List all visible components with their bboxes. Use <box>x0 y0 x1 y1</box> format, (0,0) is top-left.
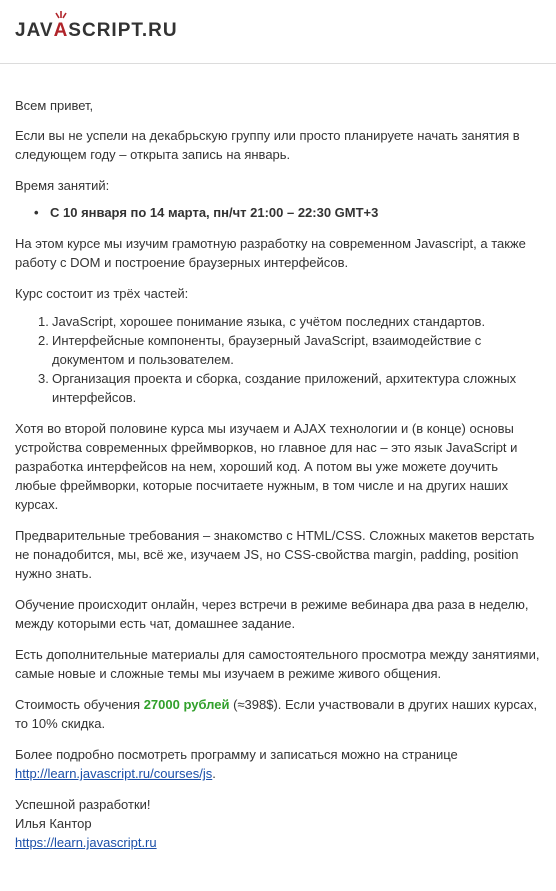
greeting: Всем привет, <box>15 98 94 113</box>
requirements-paragraph: Предварительные требования – знакомство с HTML/CSS. Сложных макетов верстать не понадобится, мы, всё же, изучаем JS, но CSS-свойства margin, padding, position нужно знать. <box>15 528 535 581</box>
logo-text-part3: SCRIPT.RU <box>68 20 178 41</box>
time-heading: Время занятий: <box>15 178 110 193</box>
bullet-icon: • <box>34 205 39 220</box>
list-number: 1. <box>38 314 49 329</box>
list-item <box>34 203 541 222</box>
logo-accent-letter <box>54 20 69 42</box>
logo-accent-text: A <box>53 20 69 41</box>
online-paragraph: Обучение происходит онлайн, через встречи в режиме вебинара два раза в неделю, между которыми есть чат, домашнее задание. <box>15 597 529 631</box>
email-body <box>0 96 556 852</box>
parts-heading: Курс состоит из трёх частей: <box>15 286 189 301</box>
list-item <box>38 312 541 331</box>
farewell: Успешной разработки! <box>15 797 151 812</box>
list-item-text: Интерфейсные компоненты, браузерный JavaScript, взаимодействие с документом и пользователем. <box>52 333 482 367</box>
price-label: Стоимость обучения <box>15 697 144 712</box>
intro-paragraph: Если вы не успели на декабрьскую группу или просто планируете начать занятия в следующем году – открыта запись на январь. <box>15 128 520 162</box>
javascript-ru-logo[interactable] <box>15 20 178 42</box>
list-number: 3. <box>38 371 49 386</box>
signature-block <box>15 795 541 852</box>
materials-paragraph: Есть дополнительные материалы для самостоятельного просмотра между занятиями, самые новые и сложные темы мы изучаем в режиме живого общения. <box>15 647 540 681</box>
logo-text-part1: JAV <box>15 20 54 41</box>
list-item <box>38 331 541 369</box>
logo-rays-icon <box>55 11 67 20</box>
more-info-text: Более подробно посмотреть программу и записаться можно на странице <box>15 747 458 762</box>
price-paragraph <box>15 695 541 733</box>
frameworks-paragraph: Хотя во второй половине курса мы изучаем и AJAX технологии и (в конце) основы устройства современных фреймворков, но главное для нас – это язык JavaScript и разработка интерфейсов на нем, хороший код. А потом вы уже можете доучить любые фреймворки, которые посчитаете нужным, в том числе и на других наших курсах. <box>15 421 518 512</box>
more-info-dot: . <box>212 766 216 781</box>
more-info-paragraph <box>15 745 541 783</box>
course-about-paragraph: На этом курсе мы изучим грамотную разработку на современном Javascript, а также работу с DOM и построение браузерных интерфейсов. <box>15 236 526 270</box>
list-item-text: JavaScript, хорошее понимание языка, с учётом последних стандартов. <box>52 314 486 329</box>
price-note: (≈398$). Если участвовали в других наших курсах, то 10% скидка. <box>15 697 538 731</box>
course-program-link[interactable]: http://learn.javascript.ru/courses/js <box>15 766 213 781</box>
price-value: 27000 рублей <box>143 697 230 712</box>
site-link[interactable]: https://learn.javascript.ru <box>15 835 157 850</box>
course-parts-list <box>15 312 541 407</box>
email-header <box>0 0 556 64</box>
list-number: 2. <box>38 333 49 348</box>
schedule-list <box>15 203 541 222</box>
list-item-text: Организация проекта и сборка, создание приложений, архитектура сложных интерфейсов. <box>52 371 517 405</box>
list-item <box>38 369 541 407</box>
schedule-text: С 10 января по 14 марта, пн/чт 21:00 – 22:30 GMT+3 <box>50 205 379 220</box>
author-name: Илья Кантор <box>15 816 92 831</box>
